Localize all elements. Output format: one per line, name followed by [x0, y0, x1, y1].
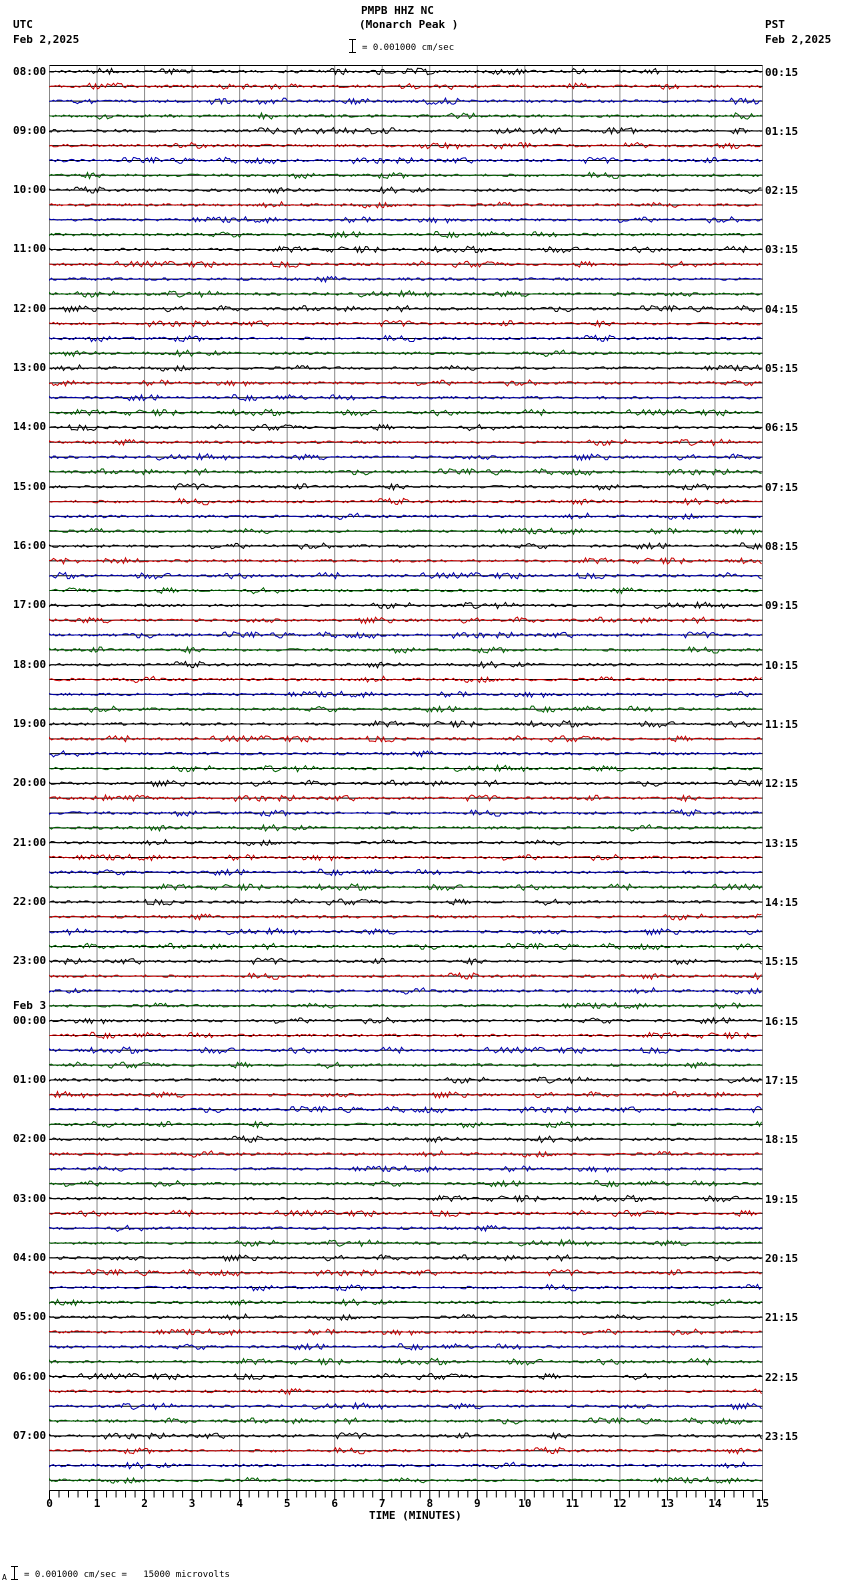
- pst-hour-label: 17:15: [765, 1073, 799, 1087]
- x-tick-label: 3: [188, 1497, 196, 1510]
- x-tick-label: 0: [46, 1497, 53, 1510]
- footer-scale-prefix: A: [2, 1573, 7, 1582]
- utc-hour-label: 04:00: [13, 1250, 47, 1264]
- right-date: Feb 2,2025: [765, 33, 832, 46]
- utc-hour-label: 22:00: [13, 894, 47, 908]
- utc-hour-label: 05:00: [13, 1310, 47, 1324]
- footer-scale-text: = 0.001000 cm/sec = 15000 microvolts: [24, 1570, 230, 1580]
- scale-label: = 0.001000 cm/sec: [362, 43, 455, 53]
- utc-hour-label: 15:00: [13, 479, 47, 493]
- pst-hour-label: 09:15: [765, 599, 799, 613]
- pst-hour-label: 11:15: [765, 718, 799, 732]
- x-tick-label: 4: [236, 1497, 243, 1510]
- station-location: (Monarch Peak ): [359, 18, 459, 31]
- x-tick-label: 7: [378, 1497, 386, 1510]
- utc-hour-label: 20:00: [13, 776, 47, 790]
- utc-hour-label: 01:00: [13, 1072, 47, 1086]
- utc-hour-label: 19:00: [13, 717, 47, 731]
- x-tick-label: 5: [283, 1497, 291, 1510]
- pst-hour-label: 06:15: [765, 421, 799, 435]
- pst-hour-label: 14:15: [765, 895, 799, 909]
- left-timezone: UTC: [13, 18, 33, 31]
- pst-hour-label: 07:15: [765, 480, 799, 494]
- pst-hour-label: 10:15: [765, 658, 799, 672]
- pst-hour-label: 15:15: [765, 955, 799, 969]
- x-tick-label: 11: [565, 1497, 579, 1510]
- utc-hour-label: 13:00: [13, 361, 47, 375]
- utc-hour-label: 00:00: [13, 1013, 47, 1027]
- pst-hour-label: 04:15: [765, 302, 799, 316]
- pst-hour-label: 02:15: [765, 184, 799, 198]
- pst-hour-label: 12:15: [765, 777, 799, 791]
- utc-hour-label: 16:00: [13, 539, 47, 553]
- utc-hour-label: 07:00: [13, 1428, 47, 1442]
- pst-hour-label: 18:15: [765, 1133, 799, 1147]
- x-tick-label: 12: [613, 1497, 627, 1510]
- x-axis-title: TIME (MINUTES): [369, 1509, 462, 1522]
- utc-hour-label: 21:00: [13, 835, 47, 849]
- utc-hour-label: 10:00: [13, 183, 47, 197]
- utc-hour-label: 02:00: [13, 1132, 47, 1146]
- utc-hour-label: 17:00: [13, 598, 47, 612]
- pst-hour-label: 22:15: [765, 1370, 799, 1384]
- date-change-label: Feb 3: [13, 998, 47, 1012]
- pst-hour-label: 16:15: [765, 1014, 799, 1028]
- x-tick-label: 13: [660, 1497, 675, 1510]
- x-tick-label: 10: [518, 1497, 532, 1510]
- pst-hour-label: 05:15: [765, 362, 799, 376]
- utc-hour-label: 12:00: [13, 301, 47, 315]
- utc-hour-label: 14:00: [13, 420, 47, 434]
- utc-hour-label: 09:00: [13, 123, 47, 137]
- utc-hour-label: 23:00: [13, 954, 47, 968]
- left-date: Feb 2,2025: [13, 33, 80, 46]
- pst-hour-label: 13:15: [765, 836, 799, 850]
- pst-hour-label: 20:15: [765, 1251, 799, 1265]
- x-tick-label: 6: [331, 1497, 338, 1510]
- x-tick-label: 2: [141, 1497, 148, 1510]
- utc-hour-label: 11:00: [13, 242, 47, 256]
- pst-hour-label: 01:15: [765, 124, 799, 138]
- right-timezone: PST: [765, 18, 785, 31]
- utc-hour-label: 08:00: [13, 64, 47, 78]
- station-title: PMPB HHZ NC: [361, 4, 434, 17]
- footer-scale-bar-icon: [14, 1566, 15, 1580]
- pst-hour-label: 08:15: [765, 540, 799, 554]
- x-tick-label: 15: [755, 1497, 770, 1510]
- pst-hour-label: 19:15: [765, 1192, 799, 1206]
- pst-hour-label: 23:15: [765, 1429, 799, 1443]
- x-tick-label: 9: [473, 1497, 481, 1510]
- utc-hour-label: 18:00: [13, 657, 47, 671]
- x-tick-label: 14: [708, 1497, 722, 1510]
- pst-hour-label: 21:15: [765, 1311, 799, 1325]
- pst-hour-label: 03:15: [765, 243, 799, 257]
- utc-hour-label: 06:00: [13, 1369, 47, 1383]
- pst-hour-label: 00:15: [765, 65, 799, 79]
- x-tick-label: 8: [426, 1497, 434, 1510]
- utc-hour-label: 03:00: [13, 1191, 47, 1205]
- x-tick-label: 1: [93, 1497, 101, 1510]
